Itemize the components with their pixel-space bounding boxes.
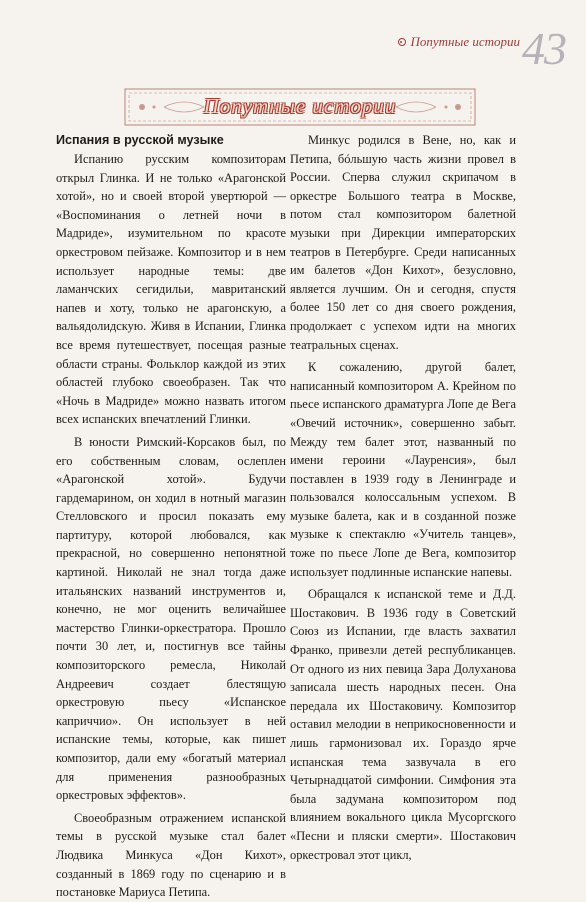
paragraph: К сожалению, другой балет, написанный композитором А. Крейном по пьесе испанского драматурга Лопе де Вега «Овечий источник», совершенно забыт. Между тем балет этот, названный по имени героини «Лауренсия», был поставлен в 1939 году в Ленинграде и пользовался колоссальным успехом. В музыке балета, как и в созданной позже музыке к спектаклю «Учитель танцев», тоже по пьесе Лопе де Вега, композитор использует подлинные испанские напевы. — [290, 360, 516, 579]
paragraph: Испанию русским композиторам открыл Глинка. И не только «Арагонской хотой», но и своей второй увертюрой — «Воспоминания о летней ночи в Мадриде», изумительном по красоте оркестровом пейзаже. Композитор и в нем использует народные темы: две ламанчских сегидильи, мавританский напев и хоту, только не арагонскую, а вальядолидскую. Живя в Испании, Глинка все время путешествует, посещая разные области страны. Фольклор каждой из этих областей глубоко своеобразен. Так что «Ночь в Мадриде» можно назвать итогом всех испанских впечатлений Глинки. — [56, 152, 286, 427]
running-header — [398, 34, 520, 50]
section-banner-title: Попутные истории — [203, 94, 397, 118]
paragraph: Своеобразным отражением испанской темы в русской музыке стал балет Людвика Минкуса «Дон Кихот», созданный в 1869 году по сценарию и в постановке Мариуса Петипа. — [56, 810, 286, 900]
article-heading: Испания в русской музыке — [56, 133, 224, 147]
page-number: 43 — [522, 23, 566, 74]
section-banner — [124, 88, 476, 126]
paragraph: Обращался к испанской теме и Д.Д. Шостакович. В 1936 году в Советский Союз из Испании, где власть захватил Франко, привезли детей республиканцев. От одного из них певица Зара Долуханова записала шесть народных песен. Она передала их Шостаковичу. Композитор оставил мелодии в неприкосновенности и лишь гармонизовал их. Гораздо ярче испанская тема зазвучала в его Четырнадцатой симфонии. Симфония эта была задумана композитором под влиянием вокального цикла Мусоргского «Песни и пляски смерти». Шостакович оркестровал этот цикл, — [290, 587, 516, 862]
paragraph: Минкус родился в Вене, но, как и Петипа, бóльшую часть жизни провел в России. Сперва служил скрипачом в оркестре Большого театра в Москве, потом стал композитором балетной музыки при Дирекции императорских театров в Петербурге. Среди написанных им балетов «Дон Кихот», безусловно, является лучшим. Он и сегодня, спустя более 150 лет со дня своего рождения, продолжает с успехом идти на многих театральных сценах. — [290, 133, 516, 352]
circle-bullet-icon — [398, 38, 406, 46]
running-title: Попутные истории — [410, 34, 520, 49]
right-column — [290, 131, 516, 864]
left-column — [56, 131, 286, 902]
paragraph: В юности Римский-Корсаков был, по его собственным словам, ослеплен «Арагонской хотой». Будучи гардемарином, он ходил в нотный магазин Стелловского и просил показать ему партитуру, которой любовался, как прекрасной, но совершенно непонятной картиной. Николай не знал тогда даже итальянских названий инструментов и, конечно, не мог оценить величайшее мастерство Глинки-оркестратора. Прошло почти 30 лет, и, постигнув все тайны композиторского ремесла, Николай Андреевич создает блестящую оркестровую пьесу «Испанское каприччио». Он использует в ней испанские темы, которые, как пишет композитор, дали ему «богатый материал для применения разнообразных оркестровых эффектов». — [56, 434, 286, 803]
